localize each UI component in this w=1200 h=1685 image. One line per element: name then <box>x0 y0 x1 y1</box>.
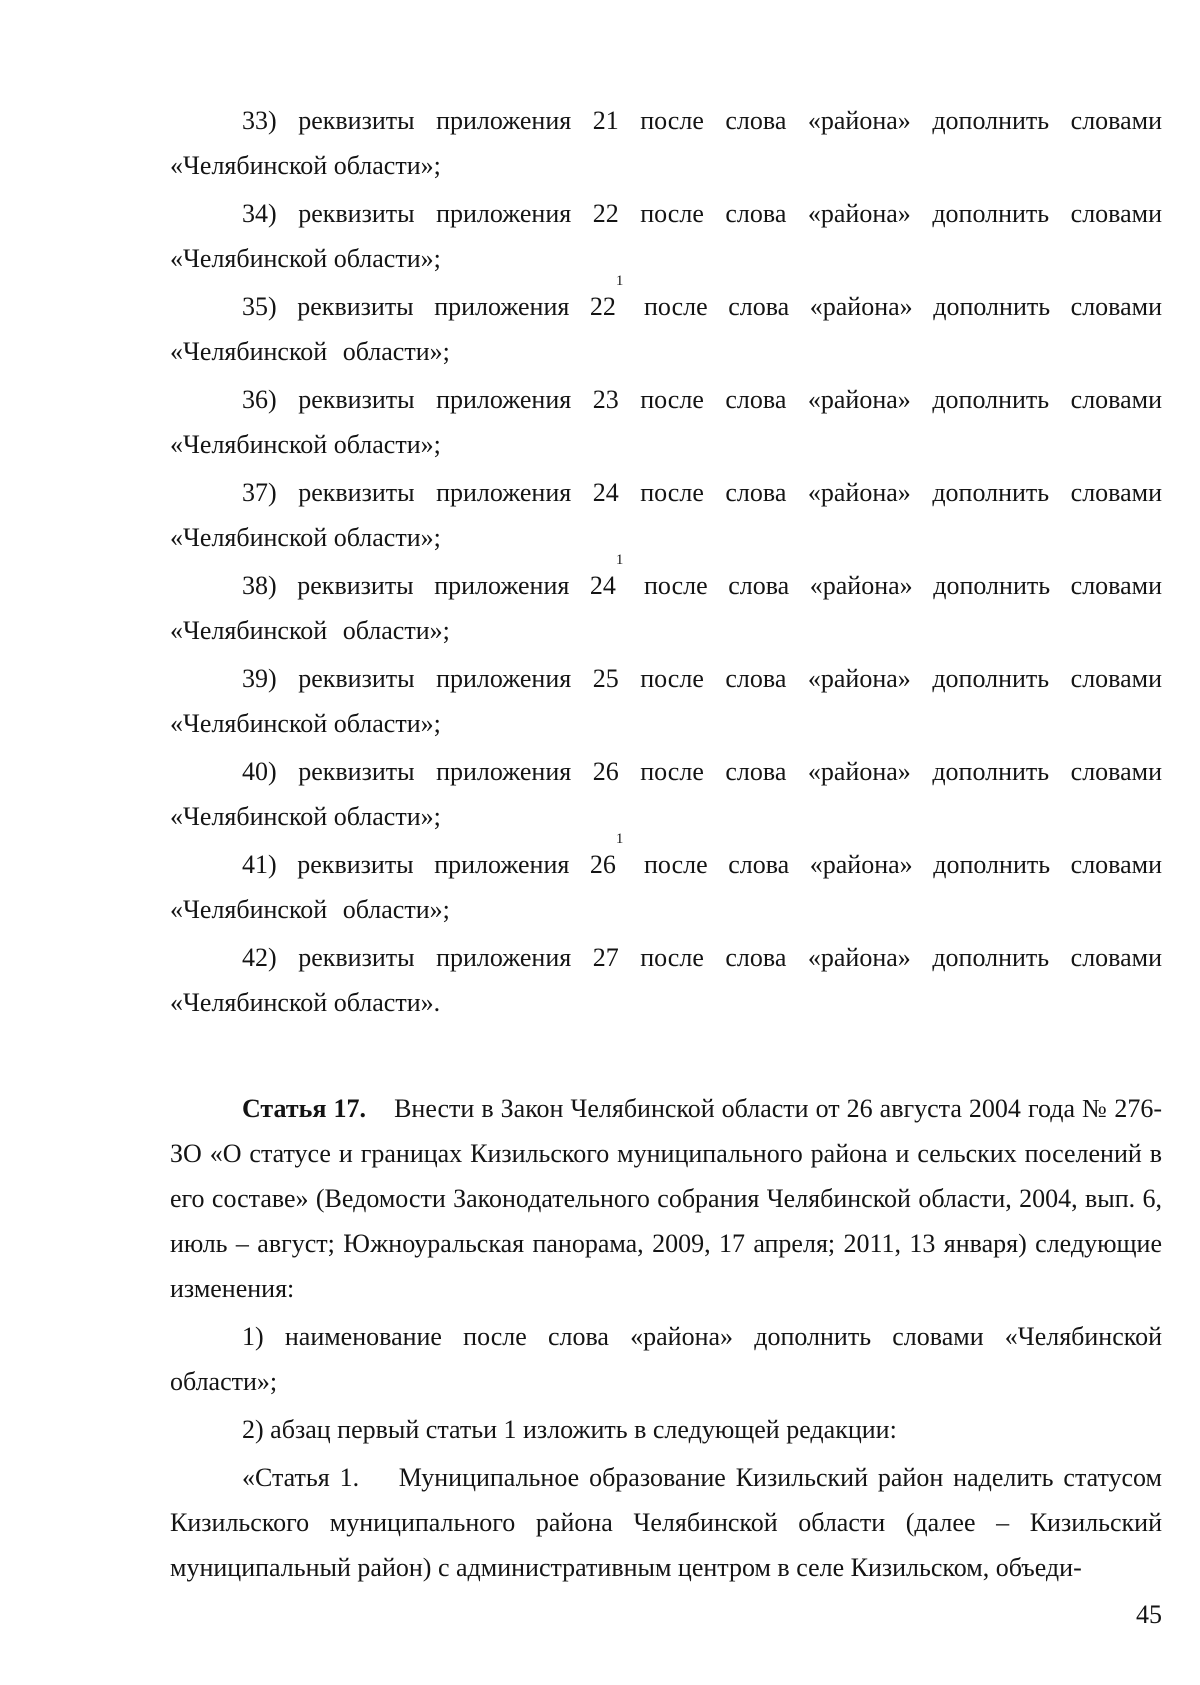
article-heading: Статья 17. <box>242 1094 366 1123</box>
quoted-article-lead: «Статья 1. <box>242 1463 360 1492</box>
document-body <box>170 98 1162 1593</box>
item-text: реквизиты приложения 24 после слова «района» дополнить словами «Челябинской области»; <box>170 478 1163 552</box>
item-text-pre: реквизиты приложения 22 <box>297 292 616 321</box>
item-text: реквизиты приложения 26 после слова «района» дополнить словами «Челябинской области»; <box>170 757 1163 831</box>
item-text-post: после слова «района» дополнить словами «Челябинской области»; <box>170 571 1163 645</box>
item-superscript: 1 <box>615 273 624 289</box>
quoted-article-text: Муниципальное образование Кизильский район наделить статусом Кизильского муниципального района Челябинской области (далее – Кизильский муниципальный район) с административным центром в селе Кизильском, объеди- <box>170 1463 1163 1582</box>
item-superscript: 1 <box>615 552 624 568</box>
item-number: 41) <box>242 850 277 879</box>
item-number: 34) <box>242 199 277 228</box>
sub-item <box>170 1314 1162 1404</box>
list-item <box>170 470 1162 560</box>
item-number: 42) <box>242 943 277 972</box>
list-item <box>170 191 1162 281</box>
sub-item-text: наименование после слова «района» дополнить словами «Челябинской области»; <box>170 1322 1162 1396</box>
item-text: реквизиты приложения 22 после слова «района» дополнить словами «Челябинской области»; <box>170 199 1163 273</box>
item-number: 35) <box>242 292 277 321</box>
item-text: реквизиты приложения 27 после слова «района» дополнить словами «Челябинской области». <box>170 943 1163 1017</box>
item-number: 39) <box>242 664 277 693</box>
item-number: 40) <box>242 757 277 786</box>
item-text-post: после слова «района» дополнить словами «Челябинской области»; <box>170 850 1163 924</box>
item-text-post: после слова «района» дополнить словами «Челябинской области»; <box>170 292 1163 366</box>
list-item <box>170 273 1163 374</box>
quoted-article <box>170 1455 1162 1590</box>
section-gap <box>170 1028 1162 1086</box>
item-text: реквизиты приложения 21 после слова «района» дополнить словами «Челябинской области»; <box>170 106 1163 180</box>
list-item <box>170 935 1162 1025</box>
sub-item <box>170 1407 1162 1452</box>
page-number: 45 <box>1136 1600 1162 1629</box>
item-text: реквизиты приложения 25 после слова «района» дополнить словами «Челябинской области»; <box>170 664 1163 738</box>
item-text: реквизиты приложения 23 после слова «района» дополнить словами «Челябинской области»; <box>170 385 1163 459</box>
item-text-pre: реквизиты приложения 24 <box>297 571 616 600</box>
sub-item-text: абзац первый статьи 1 изложить в следующей редакции: <box>270 1415 897 1444</box>
article-body: Внести в Закон Челябинской области от 26 августа 2004 года № 276-ЗО «О статусе и границах Кизильского муниципального района и сельских поселений в его составе» (Ведомости Законодательного собрания Челябинской области, 2004, вып. 6, июль – август; Южноуральская панорама, 2009, 17 апреля; 2011, 13 января) следующие изменения: <box>170 1094 1163 1303</box>
sub-item-number: 2) <box>242 1415 264 1444</box>
list-item <box>170 831 1163 932</box>
list-item <box>170 552 1163 653</box>
item-number: 33) <box>242 106 277 135</box>
list-item <box>170 98 1162 188</box>
list-item <box>170 656 1162 746</box>
list-item <box>170 749 1162 839</box>
item-text-pre: реквизиты приложения 26 <box>297 850 616 879</box>
sub-item-number: 1) <box>242 1322 264 1351</box>
item-number: 38) <box>242 571 277 600</box>
item-number: 36) <box>242 385 277 414</box>
item-superscript: 1 <box>615 831 624 847</box>
list-item <box>170 377 1162 467</box>
item-number: 37) <box>242 478 277 507</box>
article-paragraph <box>170 1086 1162 1311</box>
